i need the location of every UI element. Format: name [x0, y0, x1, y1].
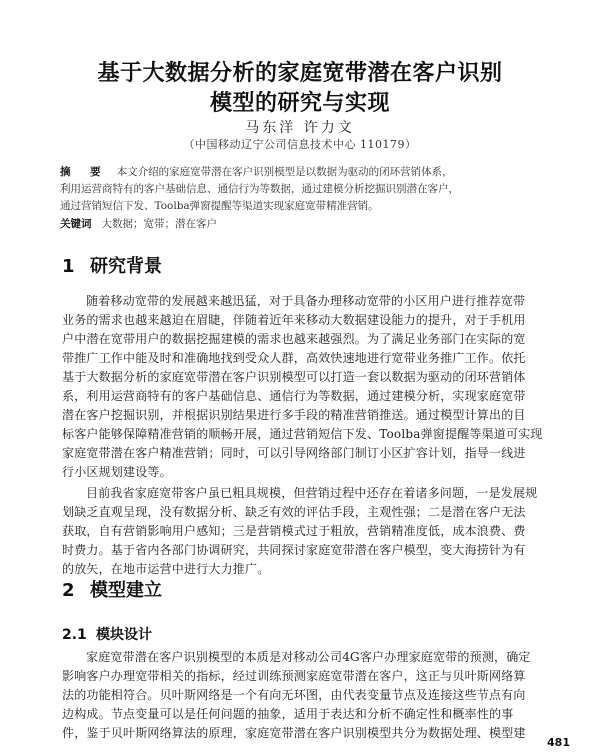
section-number: 2	[62, 580, 75, 601]
body-line: 时费力。基于省内各部门协调研究，共同探讨家庭宽带潜在客户模型，变大海捞针为有	[62, 543, 526, 557]
body-line: 家庭宽带潜在客户精准营销；同时，可以引导网络部门制订小区扩容计划，指导一线进	[62, 446, 526, 460]
abstract-text: 本文介绍的家庭宽带潜在客户识别模型是以数据为驱动的闭环营销体系，	[116, 166, 453, 178]
subsection-number: 2.1	[62, 627, 87, 643]
affiliation: （中国移动辽宁公司信息技术中心 110179）	[183, 138, 417, 151]
body-line: 户中潜在宽带用户的数据挖掘建模的需求也越来越强烈。为了满足业务部门在实际的宽	[62, 332, 526, 346]
authors: 马东洋 许力文	[245, 120, 355, 136]
body-line: 带推广工作中能及时和准确地找到受众人群，高效快速地进行宽带业务推广工作。依托	[62, 351, 526, 365]
subsection-title: 模块设计	[96, 627, 152, 643]
body-line: 件，鉴于贝叶斯网络算法的原理，家庭宽带潜在客户识别模型共分为数据处理、模型建	[62, 726, 526, 740]
keywords-text: 大数据；宽带；潜在客户	[101, 218, 217, 230]
body-line: 家庭宽带潜在客户识别模型的本质是对移动公司4G客户办理家庭宽带的预测，确定	[86, 650, 531, 664]
section-heading	[62, 252, 162, 278]
abstract-line: 通过营销短信下发、Toolba弹窗提醒等渠道实现家庭宽带精准营销。	[60, 200, 379, 212]
body-line: 目前我省家庭宽带客户虽已粗具规模，但营销过程中还存在着诸多问题，一是发展规	[86, 486, 538, 500]
paper-title-line-1: 基于大数据分析的家庭宽带潜在客户识别	[97, 61, 503, 86]
body-line: 系，利用运营商特有的客户基础信息、通信行为等数据，通过建模分析，实现家庭宽带	[62, 389, 526, 403]
body-line: 的放矢，在地市运营中进行大力推广。	[62, 562, 270, 576]
body-line: 法的功能相符合。贝叶斯网络是一个有向无环图，由代表变量节点及连接这些节点有向	[62, 688, 526, 702]
body-line: 基于大数据分析的家庭宽带潜在客户识别模型可以打造一套以数据为驱动的闭环营销体	[62, 370, 526, 384]
body-line: 获取，自有营销影响用户感知；三是营销模式过于粗放，营销精准度低，成本浪费、费	[62, 524, 526, 538]
abstract-line: 利用运营商特有的客户基础信息、通信行为等数据，通过建模分析挖掘识别潜在客户，	[60, 183, 459, 195]
body-line: 业务的需求也越来越迫在眉睫，伴随着近年来移动大数据建设能力的提升，对于手机用	[62, 313, 526, 327]
body-line: 随着移动宽带的发展越来越迅猛，对于具备办理移动宽带的小区用户进行推荐宽带	[86, 294, 526, 308]
abstract-line	[60, 164, 453, 179]
page-number: 481	[547, 736, 570, 749]
body-line: 潜在客户挖掘识别，并根据识别结果进行多手段的精准营销推送。通过模型计算出的目	[62, 408, 526, 422]
body-line: 边构成。节点变量可以是任何问题的抽象，适用于表达和分析不确定性和概率性的事	[62, 707, 514, 721]
section-title: 模型建立	[90, 580, 162, 601]
section-heading	[62, 576, 162, 602]
section-number: 1	[62, 256, 75, 277]
keywords-label: 关键词	[60, 218, 92, 230]
body-line: 行小区规划建设等。	[62, 465, 172, 479]
abstract-label: 摘 要	[60, 166, 109, 178]
body-line: 标客户能够保障精准营销的顺畅开展，通过营销短信下发、Toolba弹窗提醒等渠道可实现	[62, 427, 543, 441]
section-title: 研究背景	[90, 256, 162, 277]
paper-title-line-2: 模型的研究与实现	[209, 91, 390, 116]
keywords-line	[60, 216, 217, 231]
body-line: 影响客户办理宽带相关的指标，经过训练预测家庭宽带潜在客户，这正与贝叶斯网络算	[62, 669, 526, 683]
subsection-heading	[62, 624, 152, 644]
body-line: 划缺乏直观呈现，没有数据分析、缺乏有效的评估手段，主观性强；二是潜在客户无法	[62, 505, 526, 519]
